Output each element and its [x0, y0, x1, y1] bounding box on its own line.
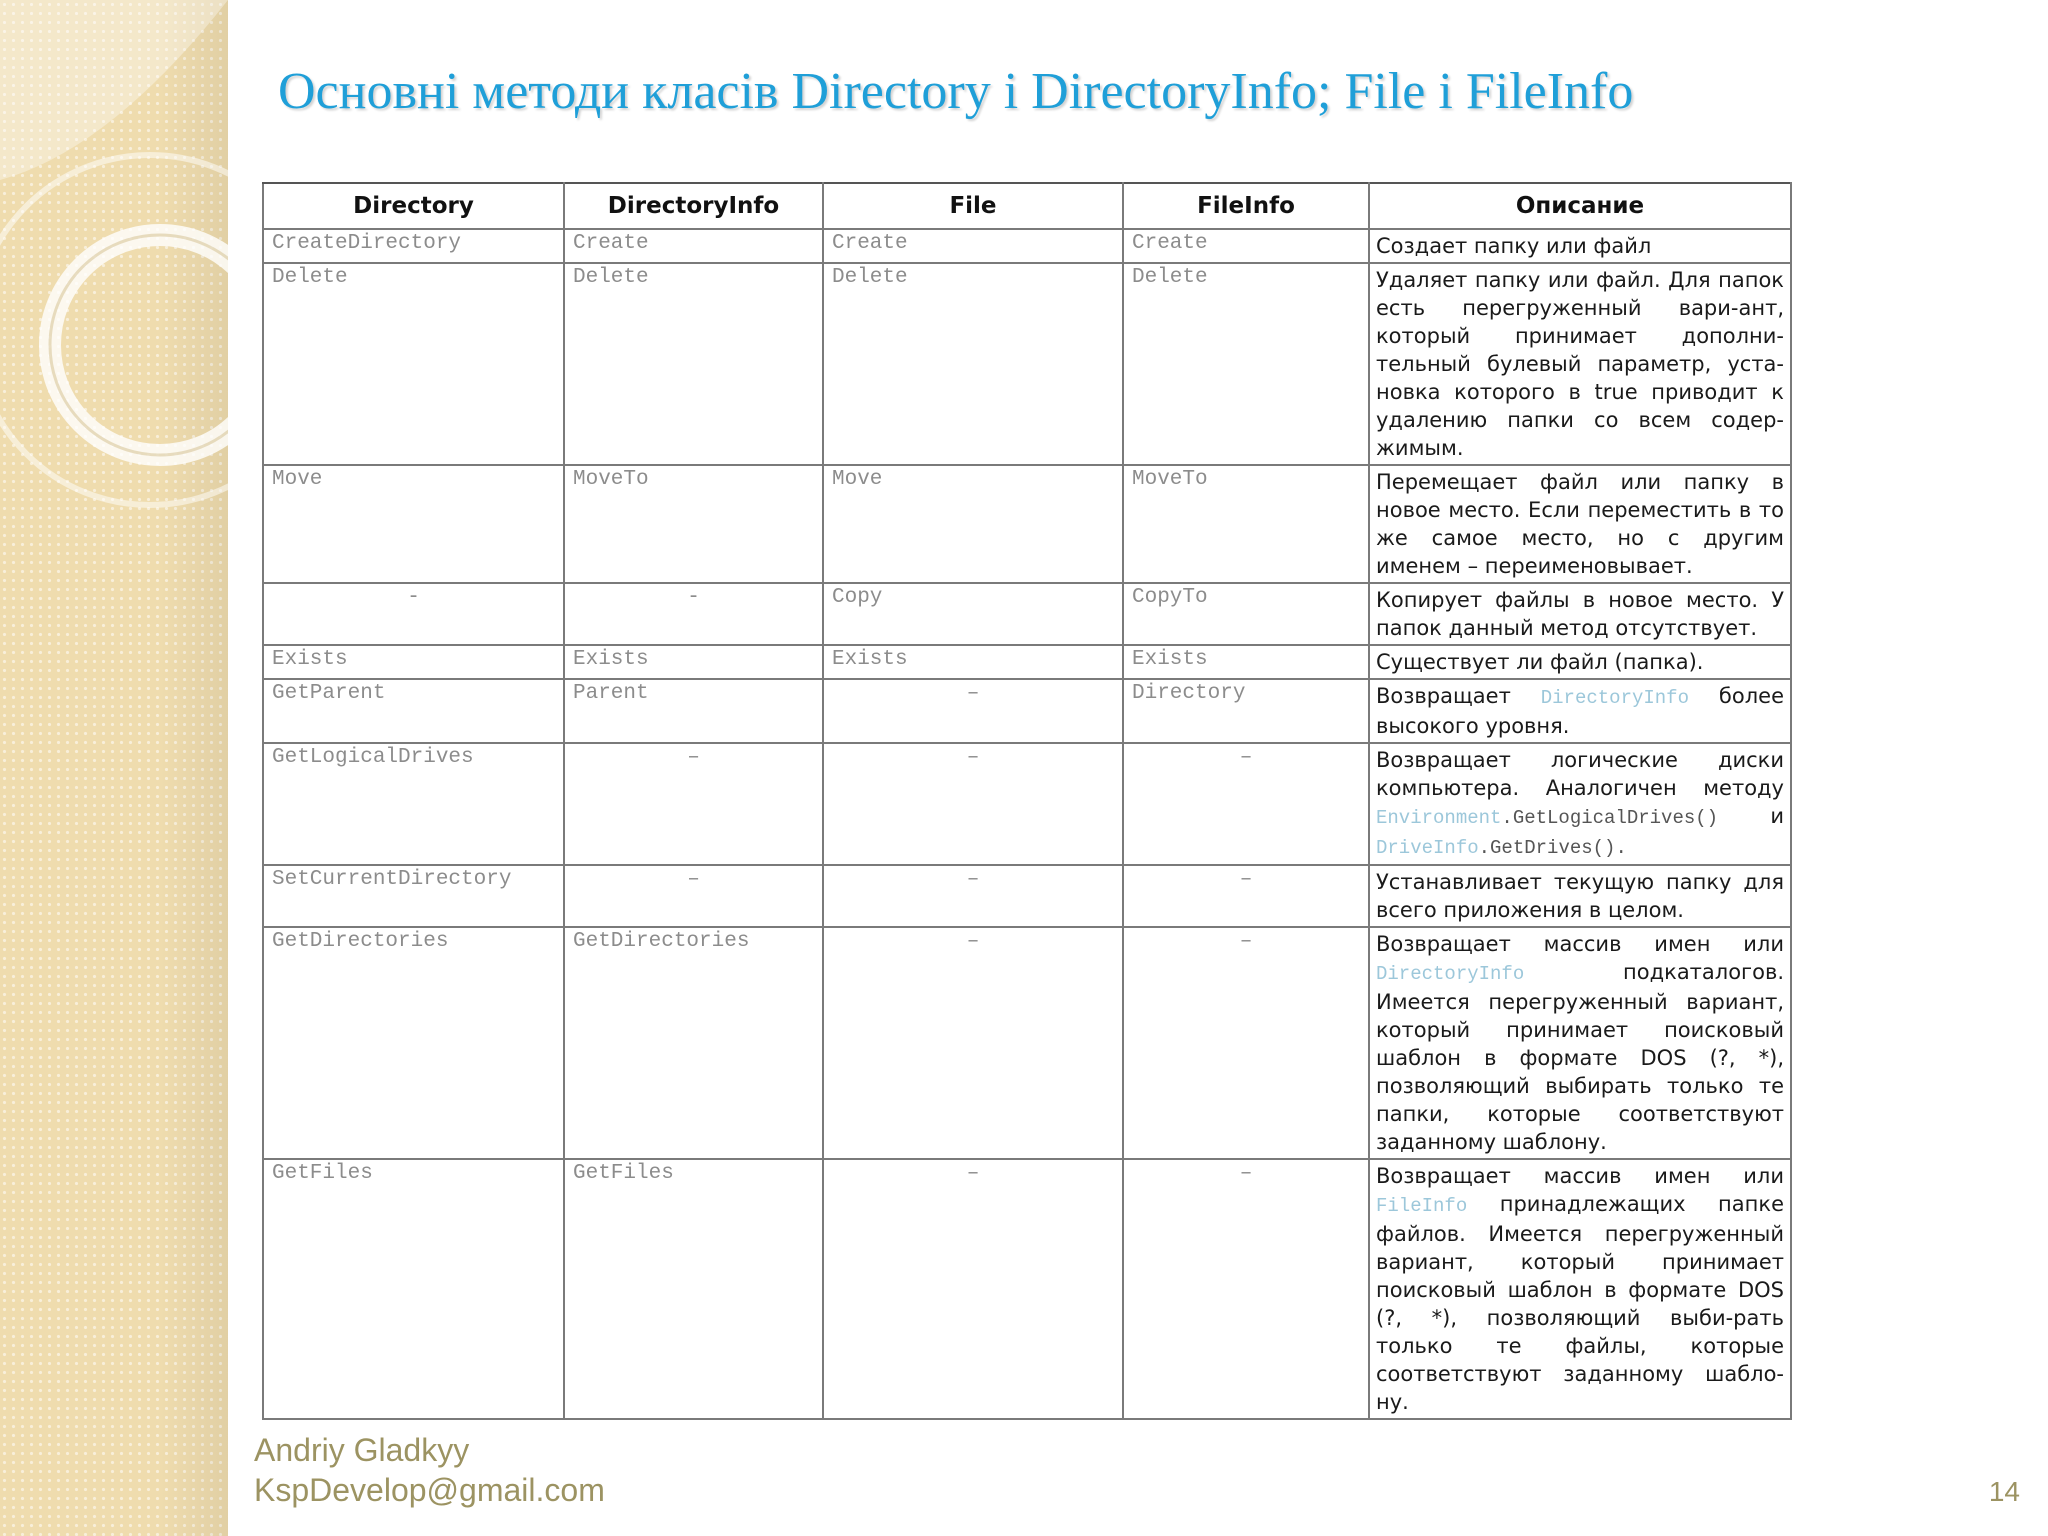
cell-directoryinfo: MoveTo	[564, 465, 823, 583]
desc-text: принадлежащих папке файлов. Имеется перегруженный вариант, который принимает поисковый шаблон в формате DOS (?, *), позволяющий выби-рать только те файлы, которые соответствуют заданному шабло-ну.	[1376, 1192, 1784, 1414]
cell-directory: -	[263, 583, 564, 645]
cell-directoryinfo: GetDirectories	[564, 927, 823, 1159]
methods-table	[262, 182, 1792, 1420]
header-file: File	[823, 183, 1123, 229]
cell-directory: CreateDirectory	[263, 229, 564, 263]
cell-directory: Exists	[263, 645, 564, 679]
table-row	[263, 583, 1791, 645]
cell-fileinfo: Directory	[1123, 679, 1369, 743]
decorative-rings-icon	[0, 0, 228, 560]
table-row	[263, 263, 1791, 465]
author-email: KspDevelop@gmail.com	[254, 1472, 605, 1508]
cell-description: Копирует файлы в новое место. У папок данный метод отсутствует.	[1369, 583, 1791, 645]
cell-description	[1369, 1159, 1791, 1419]
page-number: 14	[1988, 1476, 2020, 1507]
cell-directoryinfo: GetFiles	[564, 1159, 823, 1419]
header-fileinfo: FileInfo	[1123, 183, 1369, 229]
desc-code: Environment	[1376, 807, 1502, 829]
desc-text: и	[1718, 804, 1784, 828]
cell-description	[1369, 743, 1791, 865]
table-row	[263, 679, 1791, 743]
cell-file: Delete	[823, 263, 1123, 465]
cell-file: Move	[823, 465, 1123, 583]
desc-text: более высокого уровня.	[1376, 684, 1784, 738]
desc-code: FileInfo	[1376, 1195, 1468, 1217]
desc-text: Возвращает массив имен или	[1376, 932, 1784, 956]
cell-description: Устанавливает текущую папку для всего приложения в целом.	[1369, 865, 1791, 927]
cell-file: –	[823, 865, 1123, 927]
desc-text: Возвращает логические диски компьютера. Аналогичен методу	[1376, 748, 1784, 800]
cell-file: –	[823, 743, 1123, 865]
footer-author	[254, 1430, 605, 1510]
desc-code: DriveInfo	[1376, 837, 1479, 859]
desc-text: подкаталогов. Имеется перегруженный вариант, который принимает поисковый шаблон в формате DOS (?, *), позволяющий выбирать только те папки, которые соответствуют заданному шаблону.	[1376, 960, 1784, 1154]
cell-directoryinfo: -	[564, 583, 823, 645]
cell-fileinfo: –	[1123, 743, 1369, 865]
table-header-row	[263, 183, 1791, 229]
cell-directoryinfo: Delete	[564, 263, 823, 465]
table-row	[263, 865, 1791, 927]
cell-directoryinfo: Create	[564, 229, 823, 263]
cell-file: Exists	[823, 645, 1123, 679]
cell-description	[1369, 927, 1791, 1159]
cell-fileinfo: Exists	[1123, 645, 1369, 679]
cell-description: Существует ли файл (папка).	[1369, 645, 1791, 679]
decorative-sidebar	[0, 0, 228, 1536]
cell-fileinfo: MoveTo	[1123, 465, 1369, 583]
cell-directory: Delete	[263, 263, 564, 465]
cell-fileinfo: –	[1123, 927, 1369, 1159]
table-row	[263, 927, 1791, 1159]
desc-text: Возвращает массив имен или	[1376, 1164, 1784, 1188]
cell-directoryinfo: Parent	[564, 679, 823, 743]
table-row	[263, 229, 1791, 263]
desc-code: .GetLogicalDrives()	[1501, 807, 1719, 829]
cell-directory: Move	[263, 465, 564, 583]
cell-directory: GetFiles	[263, 1159, 564, 1419]
cell-directory: GetLogicalDrives	[263, 743, 564, 865]
cell-fileinfo: –	[1123, 1159, 1369, 1419]
cell-directoryinfo: Exists	[564, 645, 823, 679]
author-name: Andriy Gladkyy	[254, 1432, 470, 1468]
cell-fileinfo: CopyTo	[1123, 583, 1369, 645]
desc-text: Возвращает	[1376, 684, 1541, 708]
desc-code: DirectoryInfo	[1376, 963, 1525, 985]
desc-code: DirectoryInfo	[1540, 687, 1689, 709]
cell-directoryinfo: –	[564, 865, 823, 927]
cell-description	[1369, 679, 1791, 743]
cell-fileinfo: Create	[1123, 229, 1369, 263]
cell-file: –	[823, 1159, 1123, 1419]
table-row	[263, 645, 1791, 679]
slide-title: Основні методи класів Directory і DirectoryInfo; File і FileInfo	[278, 63, 1634, 120]
desc-code: .GetDrives().	[1478, 837, 1627, 859]
header-directoryinfo: DirectoryInfo	[564, 183, 823, 229]
cell-directory: GetDirectories	[263, 927, 564, 1159]
header-description: Описание	[1369, 183, 1791, 229]
table-row	[263, 743, 1791, 865]
cell-description: Создает папку или файл	[1369, 229, 1791, 263]
header-directory: Directory	[263, 183, 564, 229]
cell-directory: SetCurrentDirectory	[263, 865, 564, 927]
cell-file: –	[823, 927, 1123, 1159]
cell-directoryinfo: –	[564, 743, 823, 865]
table-row	[263, 1159, 1791, 1419]
cell-fileinfo: –	[1123, 865, 1369, 927]
cell-description: Удаляет папку или файл. Для папок есть перегруженный вари-ант, который принимает дополни-тельный булевый параметр, уста-новка которого в true приводит к удалению папки со всем содер-жимым.	[1369, 263, 1791, 465]
cell-directory: GetParent	[263, 679, 564, 743]
cell-fileinfo: Delete	[1123, 263, 1369, 465]
cell-file: –	[823, 679, 1123, 743]
cell-file: Create	[823, 229, 1123, 263]
table-row	[263, 465, 1791, 583]
cell-description: Перемещает файл или папку в новое место. Если переместить в то же самое место, но с другим именем – переименовывает.	[1369, 465, 1791, 583]
cell-file: Copy	[823, 583, 1123, 645]
